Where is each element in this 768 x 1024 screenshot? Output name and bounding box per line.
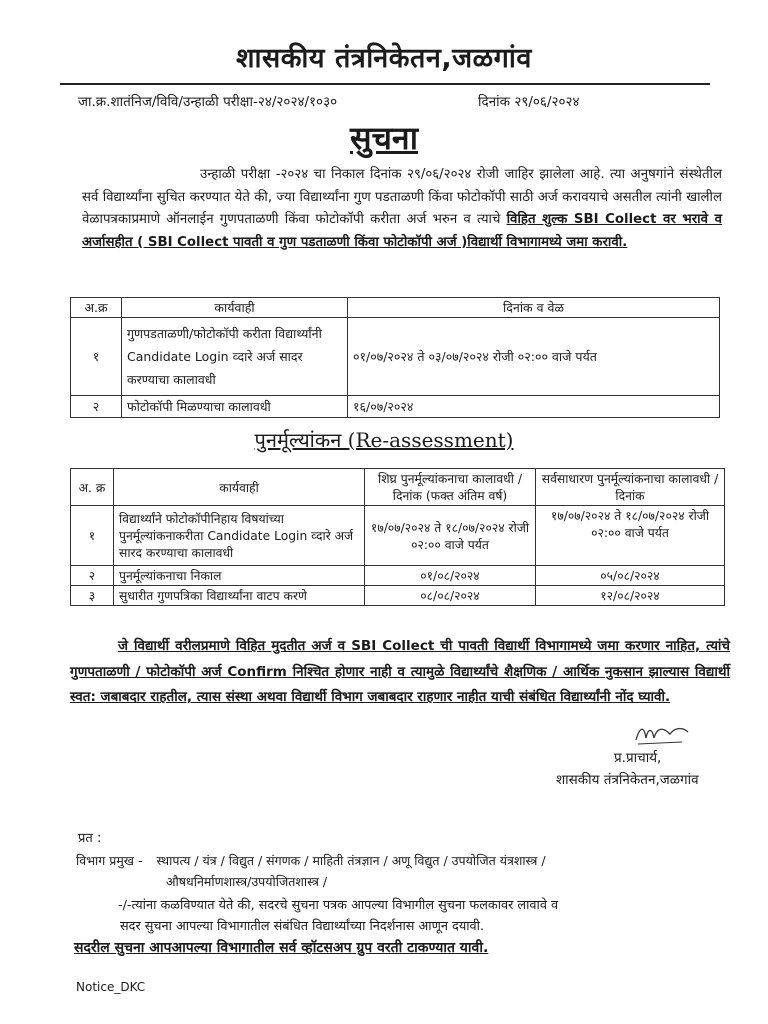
department-names: स्थापत्य / यंत्र / विद्युत / संगणक / माहिती तंत्रज्ञान / अणू विद्युत / उपयोजित यंत्रशास्त्र / bbox=[156, 853, 546, 868]
cell-action: सुधारीत गुणपत्रिका विद्यार्थ्यांना वाटप करणे bbox=[114, 586, 365, 606]
instruction-line: सदर सुचना आपल्या विभागातील संबंधित विद्यार्थ्यांच्या निदर्शनास आणून दयावी. bbox=[120, 919, 485, 934]
col-header-regular: सर्वसाधारण पुनर्मूल्यांकनाचा कालावधी / दिनांक bbox=[536, 469, 725, 506]
schedule-table bbox=[70, 297, 720, 418]
instruction-line: -/-त्यांना कळविण्यात येते की, सदरचे सुचना पत्रक आपल्या विभागील सुचना फलकावर लावावे व bbox=[118, 898, 559, 913]
cell-when: १६/०७/२०२४ bbox=[348, 396, 720, 418]
col-header-urgent: शिघ्र पुनर्मूल्यांकनाचा कालावधी / दिनांक (फक्त अंतिम वर्ष) bbox=[365, 469, 536, 506]
footer-code: Notice_DKC bbox=[76, 980, 146, 994]
cell-urgent: ०१/०८/२०२४ bbox=[365, 566, 536, 586]
cell-action: फोटोकॉपी मिळण्याचा कालावधी bbox=[122, 396, 348, 418]
col-header-action: कार्यवाही bbox=[114, 469, 365, 506]
cell-sr: १ bbox=[71, 318, 122, 396]
warning-paragraph bbox=[70, 634, 730, 711]
department-list bbox=[76, 852, 546, 869]
intro-highlight: विहित शुल्क SBI Collect वर भरावे व अर्जासहीत ( SBI Collect पावती व गुण पडताळणी किंवा फोटोकॉपी अर्ज )विद्यार्थी विभागामध्ये जमा करावी. bbox=[82, 212, 722, 250]
cell-sr: ३ bbox=[71, 586, 114, 606]
table-row bbox=[71, 506, 725, 566]
copy-to-label: प्रत : bbox=[78, 831, 102, 846]
cell-sr: १ bbox=[71, 506, 114, 566]
cell-action: विद्यार्थ्यांने फोटोकॉपीनिहाय विषयांच्या पुनर्मूल्यांकनाकरीता Candidate Login व्दारे अर्ज सारद करण्याचा कालावधी bbox=[114, 506, 365, 566]
cell-sr: २ bbox=[71, 396, 122, 418]
header-divider bbox=[60, 83, 710, 85]
whatsapp-instruction: सदरील सुचना आपआपल्या विभागातील सर्व व्हॉटसअप ग्रुप वरती टाकण्यात यावी. bbox=[74, 940, 489, 956]
table-row bbox=[71, 566, 725, 586]
notice-date: दिनांक २९/०६/२०२४ bbox=[478, 94, 580, 110]
table-row bbox=[71, 318, 720, 396]
reassessment-title: पुनर्मूल्यांकन (Re-assessment) bbox=[254, 428, 514, 452]
cell-sr: २ bbox=[71, 566, 114, 586]
intro-text: उन्हाळी परीक्षा -२०२४ चा निकाल दिनांक २९/०६/२०२४ रोजी जाहिर झालेला आहे. त्या अनुषगांने संस्थेतील सर्व विद्यार्थ्यांना सुचित करण्यात येते की, ज्या विद्यार्थ्यांना गुण पडताळणी किंवा फोटोकॉपी साठी अर्ज करावयाचे असतील त्यांनी खालील वेळापत्रकाप्रमाणे ऑनलाईन गुणपताळणी किंवा फोटोकॉपी करीता अर्ज भरुन व त्याचे bbox=[82, 167, 722, 227]
department-head-label: विभाग प्रमुख - bbox=[76, 853, 143, 868]
cell-urgent: ०८/०८/२०२४ bbox=[365, 586, 536, 606]
table-header-row bbox=[71, 469, 725, 506]
signatory-institute: शासकीय तंत्रनिकेतन,जळगांव bbox=[556, 772, 699, 788]
cell-when: ०१/०७/२०२४ ते ०३/०७/२०२४ रोजी ०२:०० वाजे पर्यत bbox=[348, 318, 720, 396]
table-row bbox=[71, 586, 725, 606]
table-header-row bbox=[71, 298, 720, 318]
cell-regular: ०५/०८/२०२४ bbox=[536, 566, 725, 586]
cell-action: पुनर्मूल्यांकनाचा निकाल bbox=[114, 566, 365, 586]
notice-title: सुचना bbox=[349, 119, 418, 157]
col-header-when: दिनांक व वेळ bbox=[348, 298, 720, 318]
institute-header: शासकीय तंत्रनिकेतन,जळगांव bbox=[236, 43, 532, 74]
warning-text: जे विद्यार्थी वरीलप्रमाणे विहित मुदतीत अर्ज व SBI Collect ची पावती विद्यार्थी विभागामध्ये जमा करणार नाहित, त्यांचे गुणपताळणी / फोटोकॉपी अर्ज Confirm निश्चित होणार नाही व त्यामुळे विद्यार्थ्यांचे शैक्षणिक / आर्थिक नुकसान झाल्यास विद्यार्थी स्वत: जबाबदार राहतील, त्यास संस्था अथवा विद्यार्थी विभाग जबाबदार राहणार नाहीत याची संबंधित विद्यार्थ्यांनी नोंद घ्यावी. bbox=[70, 638, 730, 705]
signatory-designation: प्र.प्राचार्य, bbox=[614, 750, 662, 766]
reassessment-table bbox=[70, 468, 725, 606]
col-header-action: कार्यवाही bbox=[122, 298, 348, 318]
cell-regular: १२/०८/२०२४ bbox=[536, 586, 725, 606]
cell-urgent: १७/०७/२०२४ ते १८/०७/२०२४ रोजी ०२:०० वाजे पर्यत bbox=[365, 506, 536, 566]
col-header-sr: अ. क्र bbox=[71, 469, 114, 506]
intro-paragraph bbox=[82, 164, 722, 254]
department-list-continued: औषधनिर्माणशास्त्र/उपयोजितशास्त्र / bbox=[166, 874, 328, 889]
signature-scribble bbox=[632, 720, 692, 746]
reference-number: जा.क्र.शातंनिज/विवि/उन्हाळी परीक्षा-२४/२०२४/१०३० bbox=[78, 94, 338, 110]
col-header-sr: अ.क्र bbox=[71, 298, 122, 318]
table-row bbox=[71, 396, 720, 418]
cell-action: गुणपडताळणी/फोटोकॉपी करीता विद्यार्थ्यांनी Candidate Login व्दारे अर्ज सादर करण्याचा कालावधी bbox=[122, 318, 348, 396]
cell-regular: १७/०७/२०२४ ते १८/०७/२०२४ रोजी ०२:०० वाजे पर्यत bbox=[536, 506, 725, 566]
